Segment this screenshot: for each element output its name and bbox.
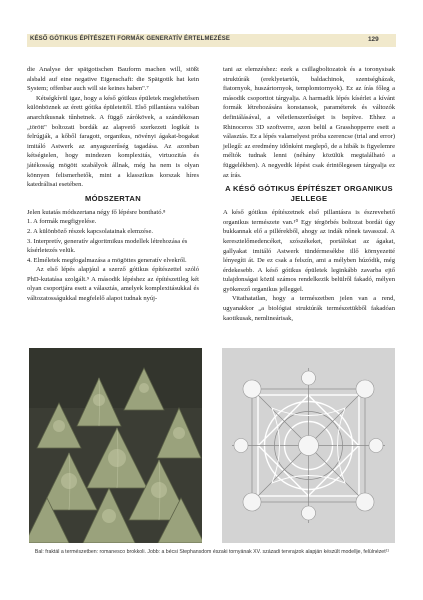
figure-stephansdom-tower-model	[222, 348, 395, 543]
page-number: 129	[368, 35, 379, 43]
romanesco-photo	[29, 348, 202, 543]
right-column	[223, 65, 395, 323]
heading-methodology: MÓDSZERTAN	[84, 193, 141, 203]
method-step: 2. A különböző részek kapcsolatainak elemzése.	[27, 227, 153, 235]
figure-caption: Bal: fraktál a természetben: romanesco brokkoli. Jobb: a bécsi Stephansdom északi tornyának XV. századi tervrajzok alapján készült modellje, felülnézet¹¹	[34, 549, 390, 555]
paragraph-order-in-nature: Vitathatatlan, hogy a természetben jelen van a rend, ugyanakkor „a biológiai struktúrák természetükből fakadóan kaotikusak, nemlineárisak,	[223, 295, 395, 322]
paragraph-quote-end: die Analyse der spätgotischen Bauform machen will, stößt alsbald auf eine negative Eigenschaft: die Spätgotik hat kein System; offenbar auch will sie keines haben".⁷	[27, 66, 199, 93]
paragraph-organic-nature: A késő gótikus építészetnek első pillantásra is észrevehető organikus természete van.¹⁰ Egy térgörbés boltozat bordái úgy bukkannak elő a pillérekből, ahogy az indák nőnek tavasszal. A keresztelőmedencéket, szószékeket, portálokat az ágakat, gallyakat imitáló Astwerk tündérmesékbe illő környezetté lényegíti át. De ez csak a felszín, ami a mélyben húzódik, még érdekesebb. A késő gótikus épületek leginkább zavarba ejtő tulajdonságai közül számos rendelkezik belülről fakadó, mélyen gyökerező organikus jelleggel.	[223, 209, 395, 293]
paragraph-method-intro: Jelen kutatás módszertana négy fő lépésre bontható.⁸	[27, 208, 166, 216]
method-step: 1. A formák megfigyelése.	[27, 218, 97, 226]
paragraph-method-detail: Az első lépés alapjául a szerző gótikus építészettel szóló PhD-kutatása szolgált.⁹ A második lépéshez az építészetileg két olyan csoportjára esett a választás, amelyek komplexitásukkal és változatosságukkal megfelelő alapot tudnak nyúj-	[27, 266, 199, 303]
heading-organic-character: A KÉSŐ GÓTIKUS ÉPÍTÉSZET ORGANIKUS JELLEGE	[225, 184, 393, 204]
paragraph-late-gothic: Kétségkívül igaz, hogy a késő gótikus épületek meglehetősen különböznek az érett gótika épületeitől. Első pillantásra valóban anarchikusnak tűnhetnek. A függő zárókövek, a szándékosan „törött" boltozati bordák az alapvető szerkezeti logikát is felrúgják, a kőből faragott, organikus, növényi ágakat-bogakat imitáló Astwerk az anyagszerűség tagadása. Az azonban kétségtelen, hogy mindezen komplexitás, virtuozitás és játékosság mögött szabályok állnak, még ha nem is olyan könnyen felismerhetők, mint a klasszikus korszak híres katedrálisai esetében.	[27, 94, 199, 189]
method-step: 4. Elméletek megfogalmazása a mögöttes generatív elvekről.	[27, 256, 187, 264]
left-column	[27, 65, 199, 304]
tower-model-render	[222, 348, 395, 543]
method-steps-list	[27, 217, 199, 265]
method-step: 3. Interpretív, generatív algoritmikus modellek létrehozása és kísérletezés velük.	[27, 237, 188, 255]
running-head: KÉSŐ GÓTIKUS ÉPÍTÉSZETI FORMÁK GENERATÍV ÉRTELMEZÉSE	[30, 36, 231, 42]
paragraph-method-continued: tani az elemzéshez: ezek a csillagboltozatok és a toronysisak struktúrák (ereklyetartók, baldachinok, szentségházak, fiatornyok, huszártornyok, templomtornyok). Ez az írás főleg a második csoporttot tárgyalja. A harmadik lépés kísérlet a kívánt formák létrehozására konstansok, paraméterek és változók definiálásával, a véletlenszerűséget is bepítve. Ehhez a Rhinoceros 3D szoftverre, azon belül a Grasshopperre esett a választás. Ez a lépés valamelyest próba szerencse (trial and error) jellegű: az eredmény időnként meglepő, de a hibák is figyelemre méltók tudnak lenni (néhány közülük megtalálható a függelékben). A negyedik lépést csak érintőlegesen tárgyalja ez az írás.	[223, 66, 395, 179]
figure-romanesco-broccoli	[29, 348, 202, 543]
